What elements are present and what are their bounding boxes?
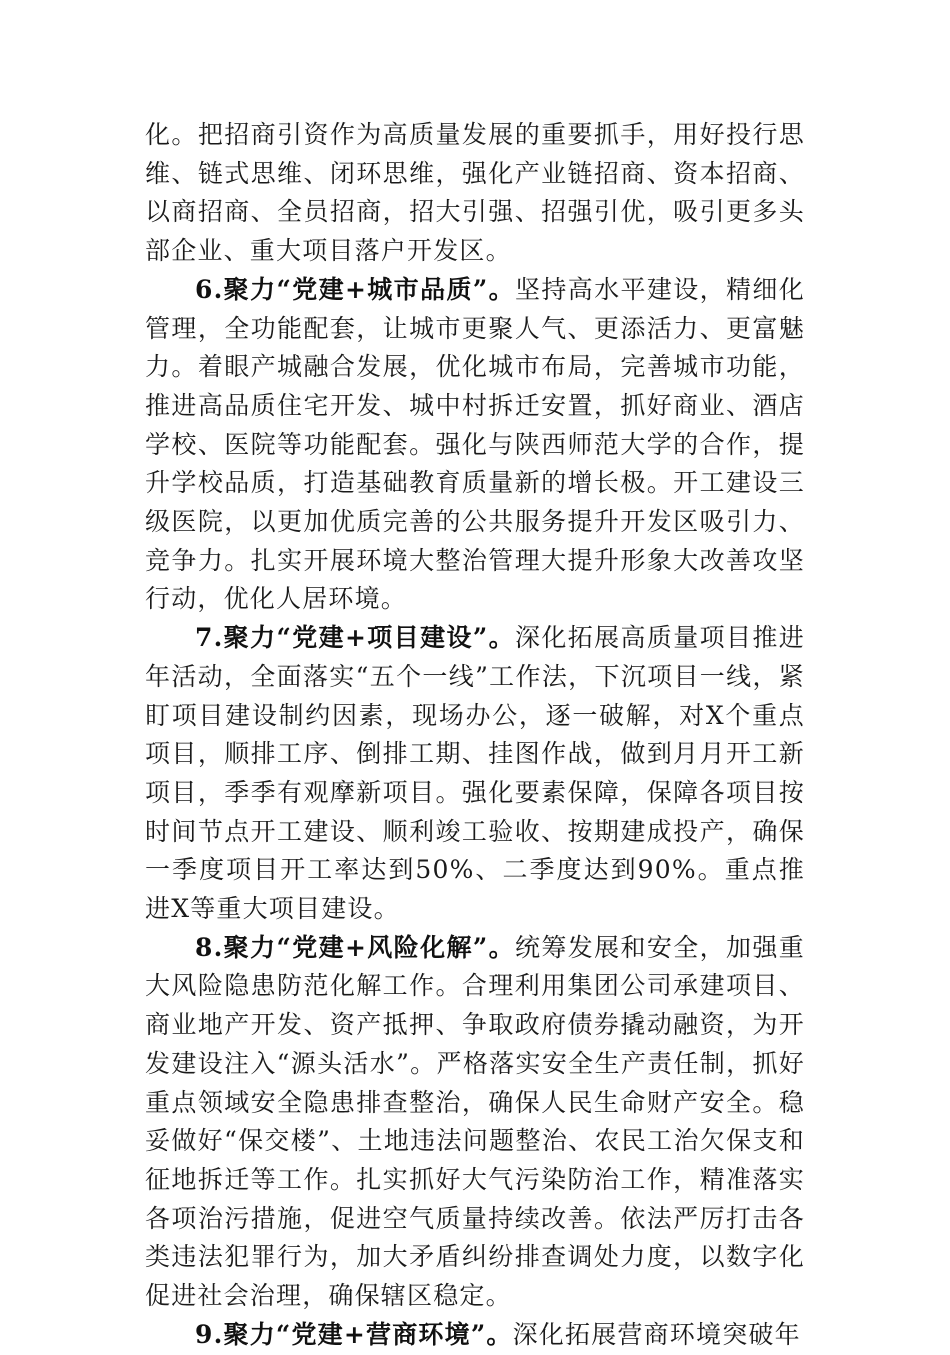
paragraph-risk-resolution — [145, 929, 805, 1316]
section-heading-6: 6.聚力“党建+城市品质”。 — [195, 274, 515, 304]
paragraph-body: 坚持高水平建设，精细化管理，全功能配套，让城市更聚人气、更添活力、更富魅力。着眼产城融合发展，优化城市布局，完善城市功能，推进高品质住宅开发、城中村拆迁安置，抓好商业、酒店学校、医院等功能配套。强化与陕西师范大学的合作，提升学校品质，打造基础教育质量新的增长极。开工建设三级医院，以更加优质完善的公共服务提升开发区吸引力、竞争力。扎实开展环境大整治管理大提升形象大改善攻坚行动，优化人居环境。 — [145, 274, 806, 614]
paragraph-body: 深化拓展营商环境突破年 — [512, 1319, 801, 1349]
paragraph-body: 化。把招商引资作为高质量发展的重要抓手，用好投行思维、链式思维、闭环思维，强化产业链招商、资本招商、以商招商、全员招商，招大引强、招强引优，吸引更多头部企业、重大项目落户开发区。 — [145, 120, 805, 266]
section-heading-9: 9.聚力“党建+营商环境”。 — [195, 1319, 513, 1349]
section-heading-7: 7.聚力“党建+项目建设”。 — [195, 623, 515, 653]
paragraph-business-environment — [145, 1316, 805, 1355]
paragraph-body: 统筹发展和安全，加强重大风险隐患防范化解工作。合理利用集团公司承建项目、商业地产开发、资产抵押、争取政府债券撬动融资，为开发建设注入“源头活水”。严格落实安全生产责任制，抓好重点领域安全隐患排查整治，确保人民生命财产安全。稳妥做好“保交楼”、土地违法问题整治、农民工治欠保支和征地拆迁等工作。扎实抓好大气污染防治工作，精准落实各项治污措施，促进空气质量持续改善。依法严厉打击各类违法犯罪行为，加大矛盾纠纷排查调处力度，以数字化促进社会治理，确保辖区稳定。 — [145, 932, 806, 1311]
section-heading-8: 8.聚力“党建+风险化解”。 — [195, 932, 515, 962]
document-body — [145, 116, 805, 1355]
paragraph-investment-continuation — [145, 116, 805, 271]
paragraph-body: 深化拓展高质量项目推进年活动，全面落实“五个一线”工作法，下沉项目一线，紧盯项目建设制约因素，现场办公，逐一破解，对X个重点项目，顺排工序、倒排工期、挂图作战，做到月月开工新项目，季季有观摩新项目。强化要素保障，保障各项目按时间节点开工建设、顺利竣工验收、按期建成投产，确保一季度项目开工率达到50%、二季度达到90%。重点推进X等重大项目建设。 — [145, 623, 806, 924]
paragraph-city-quality — [145, 271, 805, 619]
paragraph-project-construction — [145, 619, 805, 929]
